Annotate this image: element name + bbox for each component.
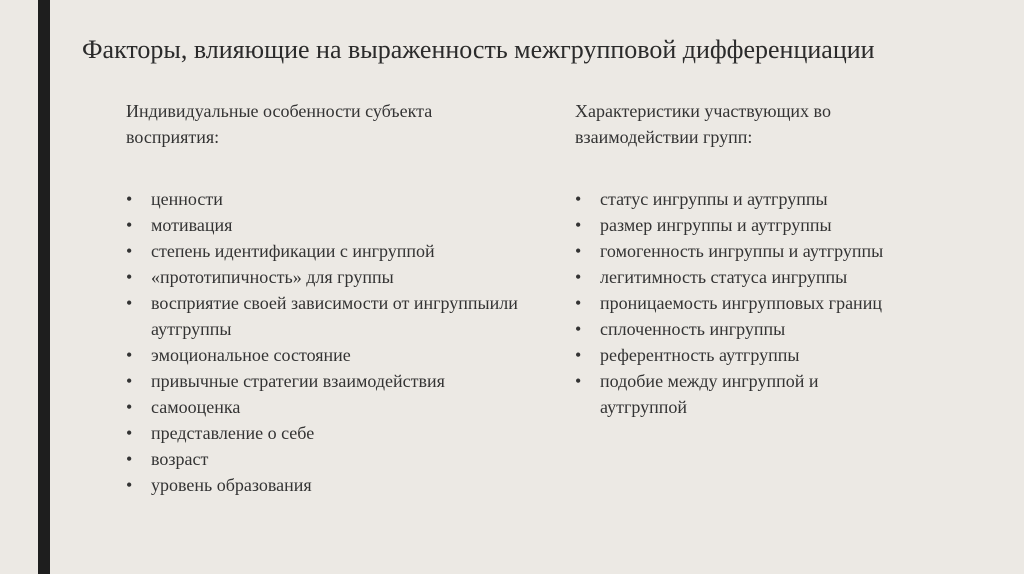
bullet-icon: • [575,371,582,391]
list-item-text: подобие между ингруппой и аутгруппой [600,371,819,417]
bullet-icon: • [126,371,133,391]
list-item-text: сплоченность ингруппы [600,319,786,339]
list-item-text: статус ингруппы и аутгруппы [600,189,828,209]
list-item-text: референтность аутгруппы [600,345,800,365]
bullet-icon: • [575,345,582,365]
bullet-icon: • [126,449,133,469]
bullet-icon: • [126,215,133,235]
list-item-text: представление о себе [151,423,315,443]
bullet-icon: • [575,267,582,287]
list-item [575,342,905,368]
bullet-icon: • [575,215,582,235]
bullet-icon: • [126,397,133,417]
list-item [126,212,526,238]
left-column [126,98,526,498]
list-item-text: ценности [151,189,223,209]
slide-title: Факторы, влияющие на выраженность межгрупповой дифференциации [82,35,875,64]
bullet-icon: • [126,293,133,313]
bullet-icon: • [575,189,582,209]
left-factor-list [126,186,526,498]
list-item [575,316,905,342]
bullet-icon: • [575,241,582,261]
list-item [575,290,905,316]
list-item [575,186,905,212]
list-item [575,264,905,290]
list-item-text: самооценка [151,397,241,417]
bullet-icon: • [575,319,582,339]
list-item [126,264,526,290]
bullet-icon: • [126,475,133,495]
bullet-icon: • [126,345,133,365]
list-item-text: эмоциональное состояние [151,345,351,365]
list-item [126,290,526,342]
list-item-text: размер ингруппы и аутгруппы [600,215,832,235]
bullet-icon: • [575,293,582,313]
bullet-icon: • [126,189,133,209]
bullet-icon: • [126,267,133,287]
list-item [126,394,526,420]
list-item [126,342,526,368]
left-column-heading: Индивидуальные особенности субъекта восприятия: [126,101,433,147]
list-item [126,186,526,212]
list-item-text: проницаемость ингрупповых границ [600,293,882,313]
list-item [126,446,526,472]
right-column-heading: Характеристики участвующих во взаимодействии групп: [575,101,831,147]
list-item-text: мотивация [151,215,233,235]
list-item-text: привычные стратегии взаимодействия [151,371,445,391]
list-item-text: легитимность статуса ингруппы [600,267,848,287]
list-item [126,238,526,264]
list-item [126,472,526,498]
list-item-text: степень идентификации с ингруппой [151,241,435,261]
list-item-text: гомогенность ингруппы и аутгруппы [600,241,884,261]
bullet-icon: • [126,241,133,261]
list-item [575,238,905,264]
list-item [126,420,526,446]
list-item-text: «прототипичность» для группы [151,267,394,287]
right-factor-list [575,186,905,420]
right-column [575,98,905,420]
list-item-text: уровень образования [151,475,312,495]
list-item-text: возраст [151,449,209,469]
list-item [575,212,905,238]
list-item [575,368,905,420]
accent-bar [38,0,50,574]
list-item-text: восприятие своей зависимости от ингруппыили аутгруппы [151,293,518,339]
bullet-icon: • [126,423,133,443]
list-item [126,368,526,394]
